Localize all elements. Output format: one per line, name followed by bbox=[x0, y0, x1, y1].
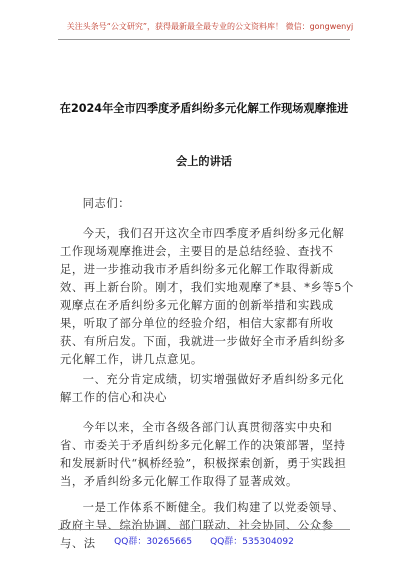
header-banner: 关注头条号“公文研究”，获得最新最全最专业的公文资料库！ 微信：gongwenyj bbox=[66, 22, 354, 31]
footer-qq-group-1: QQ群：30265665 bbox=[114, 537, 193, 547]
paragraph-gap bbox=[60, 411, 356, 419]
paragraph-system: 一是工作体系不断健全。我们构建了以党委领导、政府主导、综治协调、部门联动、社会协同、公众参与、法 bbox=[60, 501, 345, 550]
document-title-line-2: 会上的讲话 bbox=[176, 155, 232, 168]
footer bbox=[0, 534, 408, 547]
salutation: 同志们： bbox=[82, 197, 131, 210]
document-title-line-1: 在2024年全市四季度矛盾纠纷多元化解工作现场观摩推进 bbox=[59, 102, 349, 115]
paragraph-achievements: 今年以来，全市各级各部门认真贯彻落实中央和省、市委关于矛盾纠纷多元化解工作的决策部署，坚持和发展新时代“枫桥经验”，积极探索创新，勇于实践担当，矛盾纠纷多元化解工作取得了显著成效。 bbox=[60, 421, 347, 488]
footer-qq-group-2: QQ群：535304092 bbox=[210, 537, 294, 547]
footer-divider bbox=[58, 529, 350, 530]
section-heading-1: 一、充分肯定成绩，切实增强做好矛盾纠纷多元化解工作的信心和决心 bbox=[60, 373, 345, 404]
document-body bbox=[60, 195, 356, 553]
paragraph-intro: 今天，我们召开这次全市四季度矛盾纠纷多元化解工作现场观摩推进会，主要目的是总结经验、查找不足，进一步推动我市矛盾纠纷多元化解工作取得新成效、再上新台阶。刚才，我们实地观摩了*县、*乡等5个观摩点在矛盾纠纷多元化解方面的创新举措和实践成果，听取了部分单位的经验介绍，相信大家都有所收获、有所启发。下面，我就进一步做好全市矛盾纠纷多元化解工作，讲几点意见。 bbox=[60, 227, 354, 366]
header-divider bbox=[58, 39, 350, 40]
paragraph-gap bbox=[60, 491, 356, 499]
